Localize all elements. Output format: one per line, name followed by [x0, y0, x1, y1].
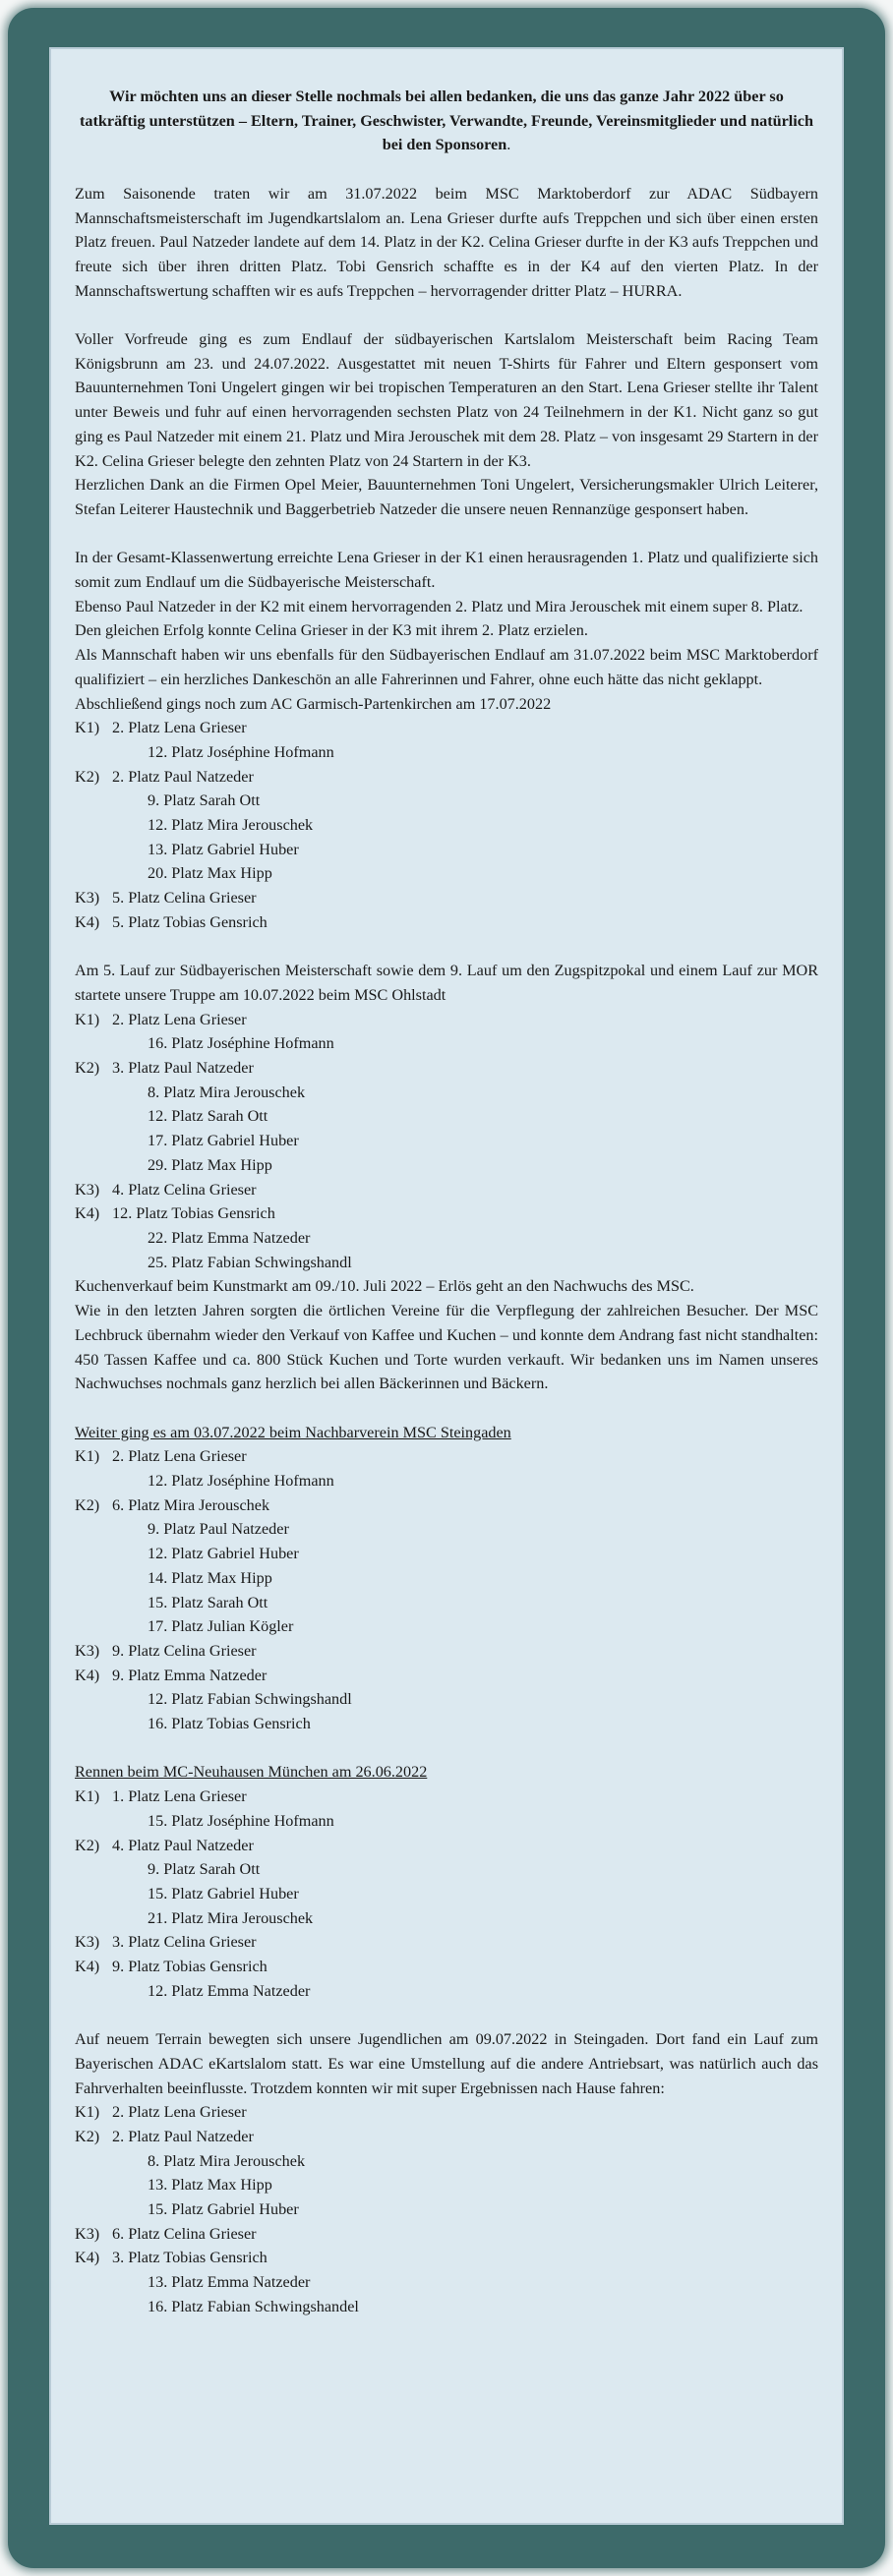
result-entry: 13. Platz Gabriel Huber [148, 840, 299, 858]
results-steingaden [75, 1444, 818, 1735]
result-row [75, 2246, 818, 2270]
result-row [75, 1664, 818, 1688]
class-label [75, 740, 112, 765]
class-label [75, 1882, 112, 1906]
result-row [75, 2197, 818, 2222]
result-row [75, 1566, 818, 1591]
class-label [75, 1591, 112, 1615]
class-label: K2) [75, 1836, 100, 1854]
result-row [75, 1687, 818, 1712]
result-entry: 3. Platz Celina Grieser [112, 1933, 257, 1952]
result-row [75, 2173, 818, 2197]
class-label: K3) [75, 889, 100, 907]
result-row [75, 1081, 818, 1105]
result-row [75, 2100, 818, 2125]
result-row [75, 1129, 818, 1153]
result-row [75, 1469, 818, 1493]
class-label [75, 1979, 112, 2004]
class-label [75, 838, 112, 862]
result-row [75, 1857, 818, 1882]
class-label: K1) [75, 1787, 100, 1806]
class-label [75, 1712, 112, 1736]
result-entry: 16. Platz Joséphine Hofmann [148, 1034, 334, 1053]
class-label: K3) [75, 2224, 100, 2243]
class-label [75, 1226, 112, 1251]
result-entry: 9. Platz Sarah Ott [148, 1860, 261, 1879]
class-label [75, 2173, 112, 2197]
paragraph-ekart: Auf neuem Terrain bewegten sich unsere Jugendlichen am 09.07.2022 in Steingaden. Dort fand ein Lauf zum Bayerischen ADAC eKartslalom statt. Es war eine Umstellung auf die andere Antriebsart, was natürlich auch das Fahrverhalten beeinflusste. Trotzdem konnten wir mit super Ergebnissen nach Hause fahren: [75, 2030, 818, 2097]
result-entry: 12. Platz Emma Natzeder [148, 1981, 311, 2000]
result-row [75, 716, 818, 740]
results-neuhausen [75, 1785, 818, 2003]
result-entry: 15. Platz Gabriel Huber [148, 2200, 299, 2219]
result-entry: 2. Platz Lena Grieser [112, 1447, 247, 1466]
result-entry: 6. Platz Celina Grieser [112, 2224, 257, 2243]
paragraph-team-championship: Zum Saisonende traten wir am 31.07.2022 beim MSC Marktoberdorf zur ADAC Südbayern Mannschaftsmeisterschaft im Jugendkartslalom an. Lena Grieser durfte aufs Treppchen und sich über einen ersten Platz freuen. Paul Natzeder landete auf dem 14. Platz in der K2. Celina Grieser durfte in der K3 aufs Treppchen und freute sich über ihren dritten Platz. Tobi Gensrich schaffte es in der K4 auf den vierten Platz. In der Mannschaftswertung schafften wir es aufs Treppchen – hervorragender dritter Platz – HURRA. [75, 184, 818, 300]
class-label: K4) [75, 1204, 100, 1223]
result-row [75, 1614, 818, 1639]
class-label: K4) [75, 912, 100, 931]
class-label [75, 2149, 112, 2174]
paragraph-bake-sale-title: Kuchenverkauf beim Kunstmarkt am 09./10. Juli 2022 – Erlös geht an den Nachwuchs des MSC. [75, 1277, 694, 1296]
class-label: K1) [75, 1447, 100, 1466]
result-row [75, 1444, 818, 1469]
result-row [75, 1955, 818, 1979]
result-entry: 15. Platz Gabriel Huber [148, 1884, 299, 1903]
paragraph-sponsors: Herzlichen Dank an die Firmen Opel Meier, Bauunternehmen Toni Ungelert, Versicherungsmakler Ulrich Leiterer, Stefan Leiterer Haustechnik und Baggerbetrieb Natzeder die unsere neuen Rennanzüge gesponsert haben. [75, 476, 818, 518]
result-entry: 17. Platz Gabriel Huber [148, 1132, 299, 1150]
result-entry: 13. Platz Emma Natzeder [148, 2273, 311, 2292]
result-row [75, 1809, 818, 1834]
paragraph-bake-sale: Wie in den letzten Jahren sorgten die örtlichen Vereine für die Verpflegung der zahlreichen Besucher. Der MSC Lechbruck übernahm wieder den Verkauf von Kaffee und Kuchen – und konnte dem Andrang fast nicht standhalten: 450 Tassen Kaffee und ca. 800 Stück Kuchen und Torte wurden verkauft. Wir bedanken uns im Namen unseres Nachwuchses nochmals ganz herzlich bei allen Bäckerinnen und Bäckern. [75, 1302, 818, 1393]
paragraph-k2-ranking: Ebenso Paul Natzeder in der K2 mit einem hervorragenden 2. Platz und Mira Jerouschek mit einem super 8. Platz. [75, 597, 804, 615]
result-row [75, 1178, 818, 1202]
class-label: K4) [75, 1958, 100, 1976]
result-entry: 3. Platz Tobias Gensrich [112, 2249, 268, 2267]
result-entry: 4. Platz Paul Natzeder [112, 1836, 254, 1854]
result-row [75, 838, 818, 862]
result-row [75, 813, 818, 838]
class-label [75, 1687, 112, 1712]
class-label [75, 1031, 112, 1056]
class-label: K3) [75, 1180, 100, 1199]
result-row [75, 2222, 818, 2247]
class-label: K4) [75, 1666, 100, 1684]
result-row [75, 1712, 818, 1736]
race-title-ohlstadt: Am 5. Lauf zur Südbayerischen Meisterschaft sowie dem 9. Lauf um den Zugspitzpokal und einem Lauf zur MOR startete unsere Truppe am 10.07.2022 beim MSC Ohlstadt [75, 962, 818, 1004]
result-entry: 22. Platz Emma Natzeder [148, 1228, 311, 1247]
result-entry: 13. Platz Max Hipp [148, 2176, 272, 2195]
result-entry: 2. Platz Lena Grieser [112, 1010, 247, 1028]
race-title-neuhausen: Rennen beim MC-Neuhausen München am 26.06.2022 [75, 1763, 428, 1782]
class-label [75, 1517, 112, 1542]
result-row [75, 2270, 818, 2295]
result-entry: 12. Platz Tobias Gensrich [112, 1204, 275, 1223]
class-label: K2) [75, 2127, 100, 2145]
paragraph-k3-ranking: Den gleichen Erfolg konnte Celina Grieser in der K3 mit ihrem 2. Platz erzielen. [75, 621, 588, 640]
result-row [75, 1906, 818, 1931]
class-label [75, 1906, 112, 1931]
result-entry: 2. Platz Paul Natzeder [112, 2127, 254, 2145]
class-label: K1) [75, 1010, 100, 1028]
class-label [75, 1153, 112, 1178]
class-label [75, 1614, 112, 1639]
decorative-frame [8, 8, 885, 2568]
result-row [75, 2125, 818, 2149]
intro-text: Wir möchten uns an dieser Stelle nochmals bei allen bedanken, die uns das ganze Jahr 2022 über so tatkräftig unterstützen – Eltern, Trainer, Geschwister, Verwandte, Freunde, Vereinsmitglieder und natürlich bei den Sponsoren [80, 88, 813, 154]
result-row [75, 1251, 818, 1275]
result-entry: 8. Platz Mira Jerouschek [148, 2151, 306, 2170]
result-entry: 12. Platz Sarah Ott [148, 1107, 268, 1126]
result-row [75, 1930, 818, 1955]
result-row [75, 1834, 818, 1858]
class-label [75, 1104, 112, 1129]
result-row [75, 886, 818, 910]
result-row [75, 1785, 818, 1809]
result-entry: 9. Platz Sarah Ott [148, 791, 261, 810]
result-row [75, 1979, 818, 2004]
class-label: K1) [75, 2103, 100, 2122]
paragraph-overall-ranking: In der Gesamt-Klassenwertung erreichte Lena Grieser in der K1 einen herausragenden 1. Platz und qualifizierte sich somit zum Endlauf um die Südbayerische Meisterschaft. [75, 549, 818, 592]
result-entry: 3. Platz Paul Natzeder [112, 1059, 254, 1078]
class-label: K3) [75, 1933, 100, 1952]
result-entry: 12. Platz Gabriel Huber [148, 1545, 299, 1563]
class-label: K4) [75, 2249, 100, 2267]
result-row [75, 1226, 818, 1251]
result-row [75, 1493, 818, 1518]
class-label [75, 1469, 112, 1493]
class-label [75, 2270, 112, 2295]
result-row [75, 1882, 818, 1906]
result-entry: 1. Platz Lena Grieser [112, 1787, 247, 1806]
class-label [75, 789, 112, 813]
class-label: K2) [75, 1059, 100, 1078]
class-label [75, 1857, 112, 1882]
intro-thanks [75, 85, 818, 157]
result-row [75, 1031, 818, 1056]
paragraph-team-qualification: Als Mannschaft haben wir uns ebenfalls für den Südbayerischen Endlauf am 31.07.2022 beim MSC Marktoberdorf qualifiziert – ein herzliches Dankeschön an alle Fahrerinnen und Fahrer, ohne euch hätte das nicht geklappt. [75, 646, 818, 688]
results-ekart [75, 2100, 818, 2318]
paragraph-final-race: Voller Vorfreude ging es zum Endlauf der südbayerischen Kartslalom Meisterschaft beim Racing Team Königsbrunn am 23. und 24.07.2022. Ausgestattet mit neuen T-Shirts für Fahrer und Eltern gesponsert vom Bauunternehmen Toni Ungelert gingen wir bei tropischen Temperaturen an den Start. Lena Grieser stellte ihr Talent unter Beweis und fuhr auf einen hervorragenden sechsten Platz von 24 Teilnehmern in der K1. Nicht ganz so gut ging es Paul Natzeder mit einem 21. Platz und Mira Jerouschek mit dem 28. Platz – von insgesamt 29 Startern in der K2. Celina Grieser belegte den zehnten Platz von 24 Startern in der K3. [75, 330, 818, 470]
class-label [75, 2197, 112, 2222]
result-entry: 25. Platz Fabian Schwingshandl [148, 1253, 352, 1271]
result-entry: 9. Platz Paul Natzeder [148, 1520, 289, 1539]
result-entry: 2. Platz Paul Natzeder [112, 767, 254, 786]
result-row [75, 1201, 818, 1226]
result-entry: 9. Platz Emma Natzeder [112, 1666, 268, 1684]
intro-end: . [506, 136, 511, 154]
result-entry: 21. Platz Mira Jerouschek [148, 1908, 314, 1927]
result-entry: 29. Platz Max Hipp [148, 1155, 272, 1174]
result-row [75, 1591, 818, 1615]
class-label [75, 813, 112, 838]
result-row [75, 1517, 818, 1542]
result-row [75, 2149, 818, 2174]
race-title-steingaden: Weiter ging es am 03.07.2022 beim Nachbarverein MSC Steingaden [75, 1423, 511, 1441]
result-entry: 2. Platz Lena Grieser [112, 719, 247, 737]
article-panel [49, 47, 844, 2525]
result-row [75, 2295, 818, 2319]
class-label [75, 861, 112, 886]
result-entry: 15. Platz Joséphine Hofmann [148, 1811, 334, 1830]
result-row [75, 1008, 818, 1032]
class-label [75, 1251, 112, 1275]
result-entry: 12. Platz Joséphine Hofmann [148, 1472, 334, 1490]
class-label: K2) [75, 1495, 100, 1514]
class-label [75, 1542, 112, 1566]
class-label [75, 1081, 112, 1105]
class-label [75, 2295, 112, 2319]
result-entry: 9. Platz Celina Grieser [112, 1641, 257, 1660]
result-entry: 15. Platz Sarah Ott [148, 1593, 268, 1611]
results-garmisch [75, 716, 818, 934]
result-entry: 16. Platz Tobias Gensrich [148, 1715, 311, 1733]
result-entry: 12. Platz Mira Jerouschek [148, 816, 314, 835]
class-label: K3) [75, 1641, 100, 1660]
class-label: K2) [75, 767, 100, 786]
results-ohlstadt [75, 1008, 818, 1275]
result-row [75, 765, 818, 790]
result-entry: 12. Platz Joséphine Hofmann [148, 742, 334, 761]
result-entry: 17. Platz Julian Kögler [148, 1617, 294, 1636]
result-row [75, 740, 818, 765]
class-label [75, 1129, 112, 1153]
result-entry: 20. Platz Max Hipp [148, 864, 272, 883]
result-row [75, 789, 818, 813]
result-row [75, 1153, 818, 1178]
class-label [75, 1809, 112, 1834]
result-entry: 16. Platz Fabian Schwingshandel [148, 2297, 359, 2315]
result-row [75, 1542, 818, 1566]
class-label [75, 1566, 112, 1591]
result-row [75, 1639, 818, 1664]
result-entry: 5. Platz Celina Grieser [112, 889, 257, 907]
result-row [75, 861, 818, 886]
result-row [75, 1056, 818, 1081]
result-entry: 4. Platz Celina Grieser [112, 1180, 257, 1199]
result-row [75, 910, 818, 935]
result-row [75, 1104, 818, 1129]
result-entry: 2. Platz Lena Grieser [112, 2103, 247, 2122]
class-label: K1) [75, 719, 100, 737]
result-entry: 6. Platz Mira Jerouschek [112, 1495, 270, 1514]
result-entry: 9. Platz Tobias Gensrich [112, 1958, 268, 1976]
result-entry: 14. Platz Max Hipp [148, 1568, 272, 1587]
result-entry: 5. Platz Tobias Gensrich [112, 912, 268, 931]
result-entry: 12. Platz Fabian Schwingshandl [148, 1690, 352, 1709]
race-title-garmisch: Abschließend gings noch zum AC Garmisch-Partenkirchen am 17.07.2022 [75, 694, 552, 713]
result-entry: 8. Platz Mira Jerouschek [148, 1083, 306, 1101]
